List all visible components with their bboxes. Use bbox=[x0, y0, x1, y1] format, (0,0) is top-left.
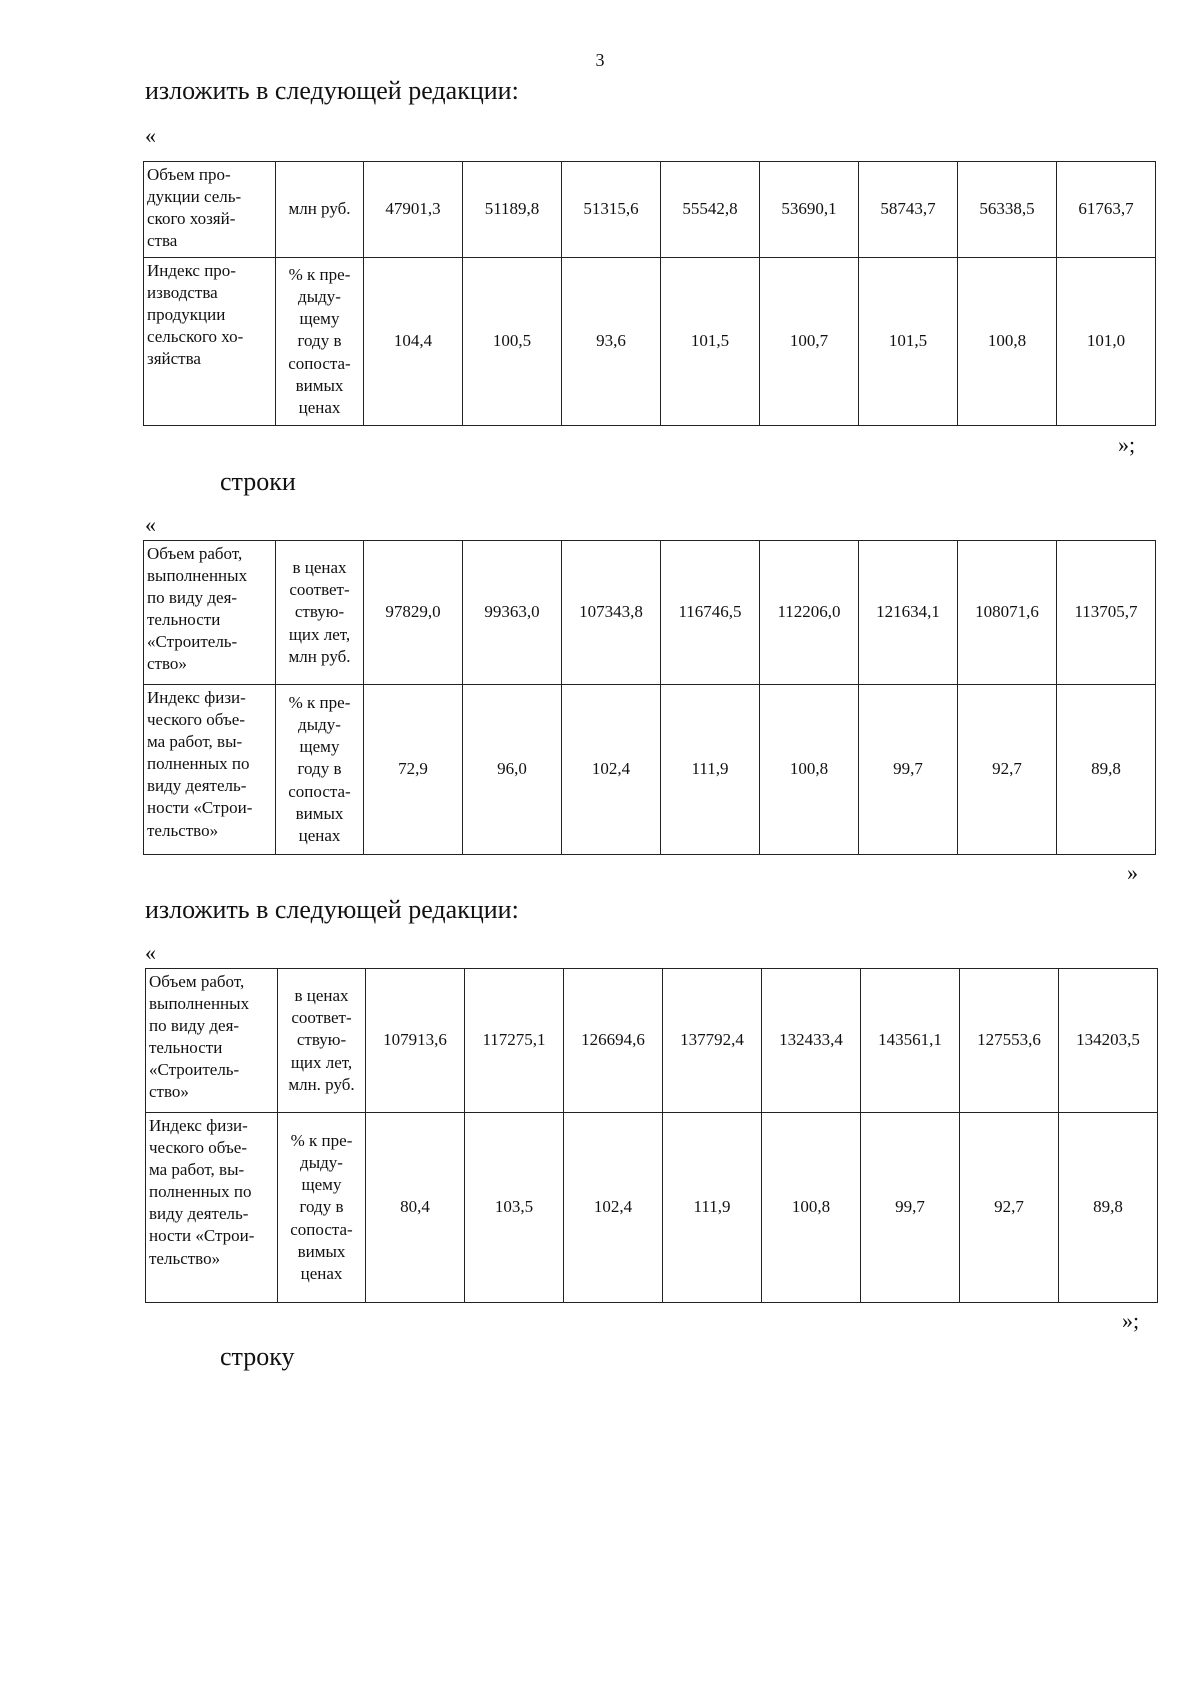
table-row bbox=[144, 258, 1156, 426]
value-cell: 113705,7 bbox=[1057, 541, 1156, 685]
section2-close-quote: » bbox=[1127, 860, 1138, 885]
value-cell: 107913,6 bbox=[366, 969, 465, 1113]
row-label: Объем работ, выполненных по виду дея- тельности «Строитель- ство» bbox=[146, 969, 278, 1113]
value-cell: 97829,0 bbox=[364, 541, 463, 685]
section1-close-quote: »; bbox=[1118, 432, 1136, 457]
construction-table-new bbox=[145, 968, 1158, 1303]
value-cell: 100,8 bbox=[762, 1113, 861, 1303]
value-cell: 126694,6 bbox=[564, 969, 663, 1113]
value-cell: 89,8 bbox=[1059, 1113, 1158, 1303]
value-cell: 117275,1 bbox=[465, 969, 564, 1113]
value-cell: 137792,4 bbox=[663, 969, 762, 1113]
row-label: Объем про- дукции сель- ского хозяй- ства bbox=[144, 162, 276, 258]
row-unit: % к пре- дыду- щему году в сопоста- вимых ценах bbox=[276, 258, 364, 426]
section1-heading: изложить в следующей редакции: bbox=[145, 76, 519, 105]
value-cell: 102,4 bbox=[562, 685, 661, 855]
value-cell: 134203,5 bbox=[1059, 969, 1158, 1113]
table-row bbox=[146, 1113, 1158, 1303]
value-cell: 116746,5 bbox=[661, 541, 760, 685]
value-cell: 56338,5 bbox=[958, 162, 1057, 258]
value-cell: 100,7 bbox=[760, 258, 859, 426]
value-cell: 132433,4 bbox=[762, 969, 861, 1113]
value-cell: 55542,8 bbox=[661, 162, 760, 258]
value-cell: 80,4 bbox=[366, 1113, 465, 1303]
section1-open-quote: « bbox=[145, 123, 156, 148]
value-cell: 103,5 bbox=[465, 1113, 564, 1303]
row-label: Объем работ, выполненных по виду дея- тельности «Строитель- ство» bbox=[144, 541, 276, 685]
table-row bbox=[144, 162, 1156, 258]
row-label: Индекс физи- ческого объе- ма работ, вы- полненных по виду деятель- ности «Строи- тельство» bbox=[146, 1113, 278, 1303]
value-cell: 92,7 bbox=[960, 1113, 1059, 1303]
value-cell: 121634,1 bbox=[859, 541, 958, 685]
value-cell: 51189,8 bbox=[463, 162, 562, 258]
value-cell: 72,9 bbox=[364, 685, 463, 855]
value-cell: 61763,7 bbox=[1057, 162, 1156, 258]
section3-open-quote: « bbox=[145, 940, 156, 965]
value-cell: 99,7 bbox=[861, 1113, 960, 1303]
section3-close-quote: »; bbox=[1122, 1308, 1140, 1333]
table-row bbox=[146, 969, 1158, 1113]
value-cell: 104,4 bbox=[364, 258, 463, 426]
page-number: 3 bbox=[595, 50, 605, 70]
value-cell: 51315,6 bbox=[562, 162, 661, 258]
section4-heading: строку bbox=[220, 1342, 295, 1371]
row-label: Индекс физи- ческого объе- ма работ, вы- полненных по виду деятель- ности «Строи- тельство» bbox=[144, 685, 276, 855]
value-cell: 101,5 bbox=[661, 258, 760, 426]
value-cell: 47901,3 bbox=[364, 162, 463, 258]
section3-heading: изложить в следующей редакции: bbox=[145, 895, 519, 924]
value-cell: 53690,1 bbox=[760, 162, 859, 258]
value-cell: 58743,7 bbox=[859, 162, 958, 258]
value-cell: 99,7 bbox=[859, 685, 958, 855]
value-cell: 108071,6 bbox=[958, 541, 1057, 685]
row-label: Индекс про- изводства продукции сельского хо- зяйства bbox=[144, 258, 276, 426]
table-row bbox=[144, 685, 1156, 855]
row-unit: % к пре- дыду- щему году в сопоста- вимых ценах bbox=[278, 1113, 366, 1303]
value-cell: 127553,6 bbox=[960, 969, 1059, 1113]
value-cell: 111,9 bbox=[661, 685, 760, 855]
row-unit: млн руб. bbox=[276, 162, 364, 258]
value-cell: 92,7 bbox=[958, 685, 1057, 855]
value-cell: 100,8 bbox=[958, 258, 1057, 426]
value-cell: 100,5 bbox=[463, 258, 562, 426]
agriculture-table bbox=[143, 161, 1156, 426]
construction-table-old bbox=[143, 540, 1156, 855]
value-cell: 112206,0 bbox=[760, 541, 859, 685]
table-row bbox=[144, 541, 1156, 685]
row-unit: в ценах соответ- ствую- щих лет, млн. руб. bbox=[278, 969, 366, 1113]
value-cell: 93,6 bbox=[562, 258, 661, 426]
section2-open-quote: « bbox=[145, 512, 156, 537]
value-cell: 143561,1 bbox=[861, 969, 960, 1113]
row-unit: в ценах соответ- ствую- щих лет, млн руб. bbox=[276, 541, 364, 685]
row-unit: % к пре- дыду- щему году в сопоста- вимых ценах bbox=[276, 685, 364, 855]
value-cell: 89,8 bbox=[1057, 685, 1156, 855]
value-cell: 102,4 bbox=[564, 1113, 663, 1303]
section2-heading: строки bbox=[220, 467, 296, 496]
value-cell: 111,9 bbox=[663, 1113, 762, 1303]
value-cell: 99363,0 bbox=[463, 541, 562, 685]
value-cell: 107343,8 bbox=[562, 541, 661, 685]
value-cell: 100,8 bbox=[760, 685, 859, 855]
value-cell: 101,5 bbox=[859, 258, 958, 426]
value-cell: 101,0 bbox=[1057, 258, 1156, 426]
value-cell: 96,0 bbox=[463, 685, 562, 855]
